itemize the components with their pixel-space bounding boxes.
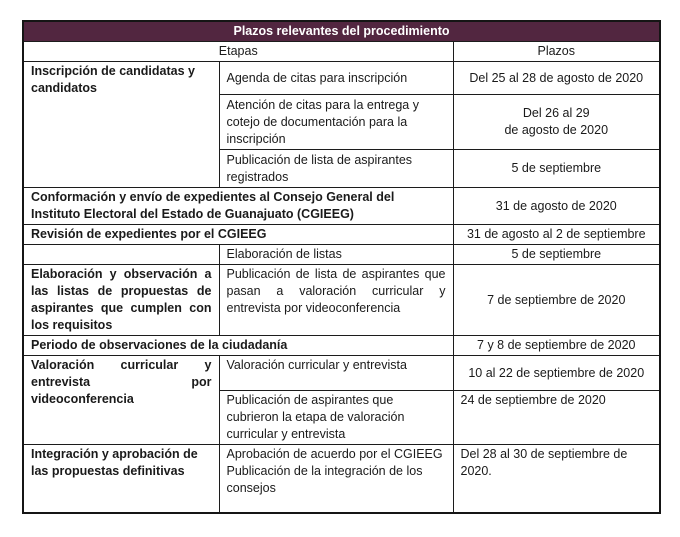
plazo-cell: 10 al 22 de septiembre de 2020	[453, 356, 660, 391]
plazo-line-1: Del 26 al 29	[522, 106, 590, 120]
table-row	[23, 265, 660, 336]
column-header-plazos: Plazos	[453, 42, 660, 62]
activity-cell: Publicación de aspirantes que cubrieron la etapa de valoración curricular y entrevista	[219, 391, 453, 445]
activity-cell: Atención de citas para la entrega y cotejo de documentación para la inscripción	[219, 95, 453, 150]
plazo-cell: 5 de septiembre	[453, 245, 660, 265]
activity-paragraph-2: Publicación de la integración de los consejos	[226, 464, 423, 495]
plazo-cell: 7 y 8 de septiembre de 2020	[453, 336, 660, 356]
plazo-cell	[453, 95, 660, 150]
etapa-cell-inscripcion: Inscripción de candidatas y candidatos	[23, 62, 219, 188]
table-row	[23, 356, 660, 391]
plazo-cell: Del 28 al 30 de septiembre de 2020.	[453, 445, 660, 513]
table-row	[23, 445, 660, 513]
activity-cell: Publicación de lista de aspirantes registrados	[219, 150, 453, 188]
plazo-cell: Del 25 al 28 de agosto de 2020	[453, 62, 660, 95]
plazo-cell: 5 de septiembre	[453, 150, 660, 188]
plazo-cell: 7 de septiembre de 2020	[453, 265, 660, 336]
table-title: Plazos relevantes del procedimiento	[23, 21, 660, 42]
etapa-cell-integracion: Integración y aprobación de las propuestas definitivas	[23, 445, 219, 513]
column-header-etapas: Etapas	[23, 42, 453, 62]
table-row	[23, 245, 660, 265]
table-row	[23, 62, 660, 95]
activity-cell: Valoración curricular y entrevista	[219, 356, 453, 391]
table-row	[23, 188, 660, 225]
activity-cell	[219, 445, 453, 513]
activity-cell: Elaboración de listas	[219, 245, 453, 265]
etapa-cell-revision: Revisión de expedientes por el CGIEEG	[23, 225, 453, 245]
plazos-table	[22, 20, 661, 514]
plazo-line-2: de agosto de 2020	[504, 123, 609, 137]
etapa-cell-conformacion: Conformación y envío de expedientes al Consejo General del Instituto Electoral del Estado de Guanajuato (CGIEEG)	[23, 188, 453, 225]
plazo-cell: 31 de agosto al 2 de septiembre	[453, 225, 660, 245]
column-header-row	[23, 42, 660, 62]
etapa-cell-empty	[23, 245, 219, 265]
table-title-row	[23, 21, 660, 42]
activity-paragraph-1: Aprobación de acuerdo por el CGIEEG	[226, 447, 443, 461]
plazo-cell: 24 de septiembre de 2020	[453, 391, 660, 445]
plazo-cell: 31 de agosto de 2020	[453, 188, 660, 225]
etapa-cell-periodo: Periodo de observaciones de la ciudadanía	[23, 336, 453, 356]
etapa-cell-valoracion: Valoración curricular y entrevista por videoconferencia	[23, 356, 219, 445]
table-row	[23, 225, 660, 245]
etapa-cell-elaboracion-observacion: Elaboración y observación a las listas de propuestas de aspirantes que cumplen con los requisitos	[23, 265, 219, 336]
table-row	[23, 336, 660, 356]
activity-cell: Publicación de lista de aspirantes que pasan a valoración curricular y entrevista por videoconferencia	[219, 265, 453, 336]
activity-cell: Agenda de citas para inscripción	[219, 62, 453, 95]
